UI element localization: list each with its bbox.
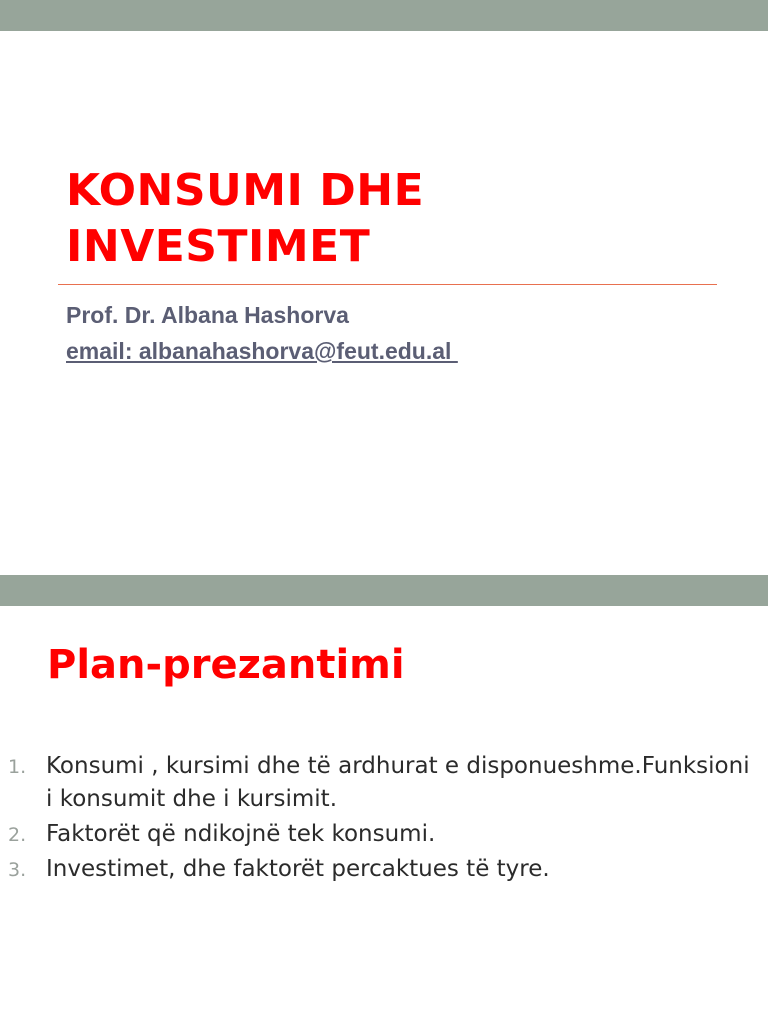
- plan-list: [0, 750, 760, 888]
- slide1-top-band: [0, 0, 768, 31]
- list-item: [0, 818, 760, 851]
- list-item-text: Konsumi , kursimi dhe të ardhurat e disponueshme.Funksioni i konsumit dhe i kursimit.: [46, 753, 750, 812]
- list-item-number: 1.: [8, 756, 27, 778]
- list-item: [0, 853, 760, 886]
- list-item: [0, 750, 760, 816]
- slide1-title-line2: INVESTIMET: [66, 221, 371, 272]
- slide1-title-line1: KONSUMI DHE: [66, 165, 425, 216]
- slide1-title: [66, 163, 706, 275]
- email-link[interactable]: email: albanahashorva@feut.edu.al: [66, 338, 458, 364]
- list-item-text: Faktorët që ndikojnë tek konsumi.: [46, 821, 436, 847]
- list-item-number: 2.: [8, 824, 27, 846]
- slide2-title: Plan-prezantimi: [47, 642, 405, 688]
- list-item-number: 3.: [8, 859, 27, 881]
- author-name: Prof. Dr. Albana Hashorva: [66, 302, 349, 328]
- slide2-top-band: [0, 575, 768, 606]
- title-divider: [58, 284, 717, 285]
- list-item-text: Investimet, dhe faktorët percaktues të tyre.: [46, 856, 550, 882]
